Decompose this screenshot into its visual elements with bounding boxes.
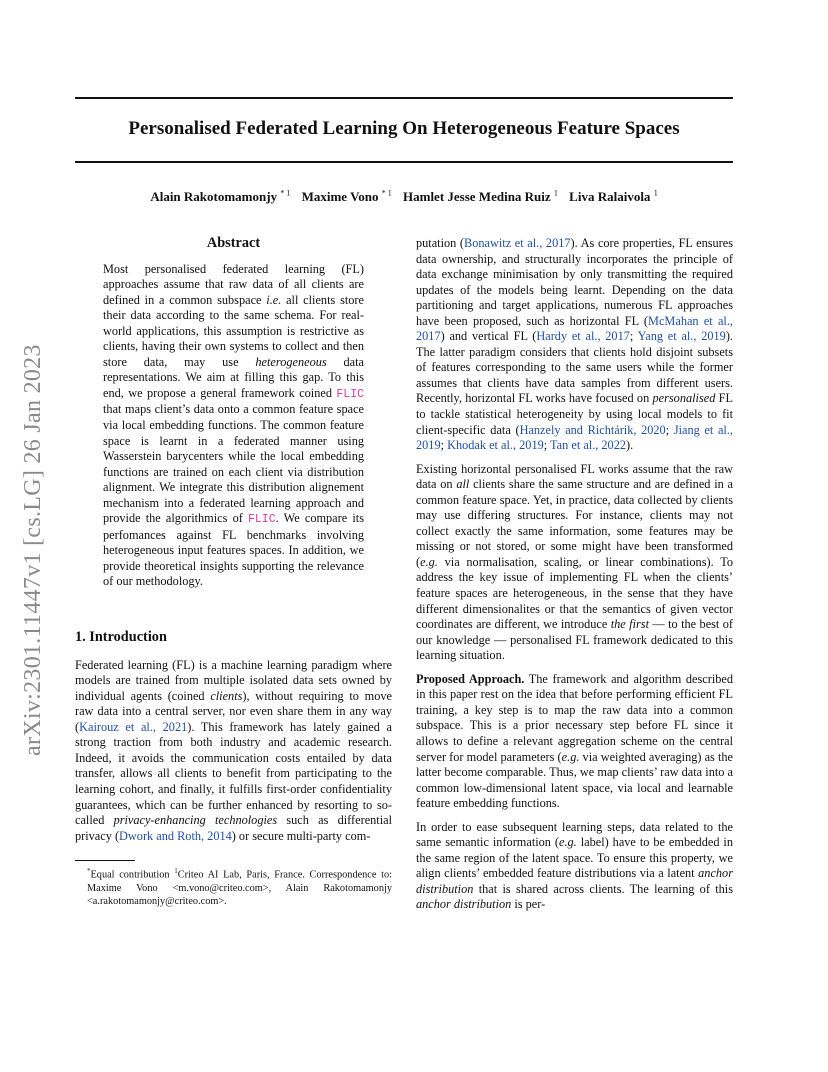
author-3: Hamlet Jesse Medina Ruiz $^1$ bbox=[403, 189, 558, 205]
proposed-approach-heading: Proposed Approach. bbox=[416, 671, 525, 686]
footnote: *Equal contribution $^1$Criteo AI Lab, Paris, France. Correspondence to: Maxime Vono <m.vono@criteo.com>, Alain Rakotomamonjy <a.rakotomamonjy@criteo.com>. bbox=[87, 867, 393, 907]
arxiv-identifier: arXiv:2301.11447v1 [cs.LG] 26 Jan 2023 bbox=[20, 344, 46, 756]
citation-mcmahan[interactable]: McMahan et al., 2017 bbox=[416, 313, 733, 344]
footnote-rule bbox=[75, 860, 135, 861]
author-1: Alain Rakotomamonjy $^{* 1}$ bbox=[150, 189, 291, 205]
author-list bbox=[75, 189, 733, 205]
title-rule-bottom bbox=[75, 161, 733, 163]
author-2: Maxime Vono $^{* 1}$ bbox=[301, 189, 392, 205]
section-heading-introduction: 1. Introduction bbox=[75, 629, 167, 646]
flic-code-1: FLIC bbox=[336, 387, 364, 401]
title-rule-top bbox=[75, 97, 733, 99]
intro-paragraph-5: In order to ease subsequent learning steps, data related to the same semantic information (e.g. label) have to be embedded in the same region of the latent space. To ensure this property, we align clients’ embedded feature distributions via a latent anchor distribution that is shared across clients. The learning of this anchor distribution is per- bbox=[416, 819, 733, 912]
citation-jiang[interactable]: Jiang et al., 2019 bbox=[416, 422, 733, 453]
paper-title: Personalised Federated Learning On Heterogeneous Feature Spaces bbox=[128, 118, 680, 139]
citation-hanzely[interactable]: Hanzely and Richtárik, 2020 bbox=[519, 422, 666, 437]
right-column bbox=[416, 236, 733, 921]
citation-kairouz[interactable]: Kairouz et al., 2021 bbox=[79, 719, 188, 734]
abstract-text: Most personalised federated learning (FL) approaches assume that raw data of all clients are defined in a common subspace i.e. all clients store their data according to the same schema. For real-world applications, this assumption is restrictive as clients, having their own systems to collect and then store data, may use heterogeneous data representations. We aim at filling this gap. To this end, we propose a general framework coined FLIC that maps client’s data onto a common feature space via local embedding functions. The common feature space is learnt in a federated manner using Wasserstein barycenters while the local embedding functions are trained on each client via distribution alignment. We integrate this distribution alignement mechanism into a federated learning approach and provide the algorithmics of FLIC. We compare its perfomances against FL benchmarks involving heterogeneous input features spaces. In addition, we provide theoretical insights supporting the relevance of our methodology. bbox=[103, 261, 364, 589]
citation-yang[interactable]: Yang et al., 2019 bbox=[637, 329, 726, 344]
intro-paragraph-3: Existing horizontal personalised FL works assume that the raw data on all clients share the same structure and are defined in a common feature space. Yet, in practice, data collected by clients may use differing structures. For instance, clients may not collect exactly the same information, some features may be missing or not stored, or some might have been transformed (e.g. via normalisation, scaling, or linear combinations). To address the key issue of implementing FL when the clients’ feature spaces are heterogeneous, in the sense that they have different dimensionalites or that the semantics of given vector coordinates are different, we introduce the first — to the best of our knowledge — personalised FL framework dedicated to this learning situation. bbox=[416, 461, 734, 663]
intro-paragraph-2: putation (Bonawitz et al., 2017). As core properties, FL ensures data ownership, and structurally incorporates the principle of data exchange minimisation by only transmitting the required updates of the models being learnt. Depending on the data partitioning and target applications, numerous FL approaches have been proposed, such as horizontal FL (McMahan et al., 2017) and vertical FL (Hardy et al., 2017; Yang et al., 2019). The latter paradigm considers that clients hold disjoint subsets of features corresponding to the same users while the former assumes that clients have data samples from different users. Recently, horizontal FL works have focused on personalised FL to tackle statistical heterogeneity by using local models to fit client-specific data (Hanzely and Richtárik, 2020; Jiang et al., 2019; Khodak et al., 2019; Tan et al., 2022). bbox=[416, 236, 733, 453]
proposed-approach-paragraph: Proposed Approach. The framework and algorithm described in this paper rest on the idea that before performing efficient FL training, a key step is to map the raw data into a common subspace. This is a prior necessary step before FL since it allows to define a relevant aggregation scheme on the central server for model parameters (e.g. via weighted averaging) as the latter become comparable. Thus, we map clients’ raw data into a common low-dimensional latent space, via local and learnable feature embedding functions. bbox=[416, 671, 733, 811]
citation-dwork[interactable]: Dwork and Roth, 2014 bbox=[119, 828, 232, 843]
author-4: Liva Ralaivola $^1$ bbox=[569, 189, 658, 205]
intro-paragraph-1: Federated learning (FL) is a machine learning paradigm where models are trained from multiple isolated data sets owned by individual agents (coined clients), without requiring to move raw data into a central server, nor even share them in any way (Kairouz et al., 2021). This framework has lately gained a strong traction from both industry and academic research. Indeed, it avoids the communication costs entailed by data transfer, allows all clients to benefit from participating to the learning cohort, and finally, it fulfills first-order confidentiality guarantees, which can be further enhanced by resorting to so-called privacy-enhancing technologies such as differential privacy (Dwork and Roth, 2014) or secure multi-party com- bbox=[75, 657, 393, 843]
citation-khodak[interactable]: Khodak et al., 2019 bbox=[447, 438, 544, 453]
left-column bbox=[75, 236, 392, 908]
citation-tan[interactable]: Tan et al., 2022 bbox=[550, 438, 627, 453]
abstract-heading: Abstract bbox=[206, 235, 261, 251]
citation-hardy[interactable]: Hardy et al., 2017 bbox=[536, 329, 630, 344]
citation-bonawitz[interactable]: Bonawitz et al., 2017 bbox=[464, 236, 571, 250]
flic-code-2: FLIC bbox=[247, 513, 276, 527]
